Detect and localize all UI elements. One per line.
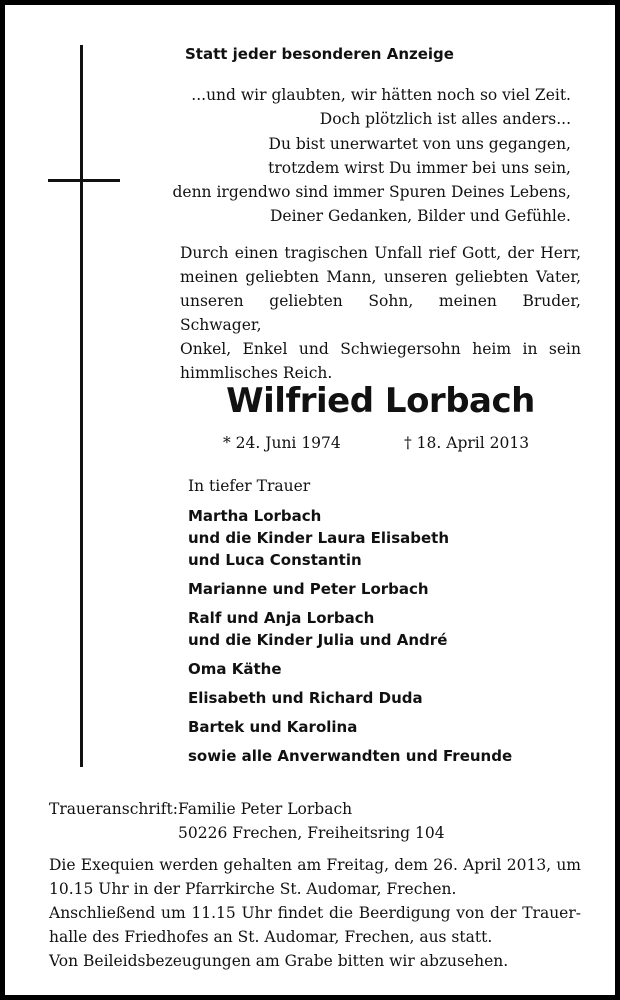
mourner-line: Marianne und Peter Lorbach	[188, 580, 429, 598]
death-date: † 18. April 2013	[404, 434, 530, 452]
announcement-line: Onkel, Enkel und Schwiegersohn heim in sein	[180, 340, 581, 358]
cross-icon-bar	[48, 179, 120, 182]
mourner-line: und Luca Constantin	[188, 551, 362, 569]
exequies-line: halle des Friedhofes an St. Audomar, Frechen, aus statt.	[49, 928, 493, 946]
mourner-line: Oma Käthe	[188, 660, 282, 678]
birth-date: * 24. Juni 1974	[223, 434, 341, 452]
mourner-group	[188, 607, 512, 651]
mourners-list	[188, 505, 512, 774]
mourner-group	[188, 716, 512, 738]
notice-heading: Statt jeder besonderen Anzeige	[185, 45, 454, 63]
address-line-2: 50226 Frechen, Freiheitsring 104	[178, 824, 445, 842]
poem-line: Du bist unerwartet von uns gegangen,	[268, 135, 571, 153]
mourner-line: Bartek und Karolina	[188, 718, 358, 736]
address-line-1: Familie Peter Lorbach	[178, 800, 353, 818]
deceased-name: Wilfried Lorbach	[226, 381, 535, 421]
mourner-line: und die Kinder Julia und André	[188, 631, 448, 649]
mourner-group	[188, 505, 512, 571]
mourner-group	[188, 687, 512, 709]
mourner-line: Elisabeth und Richard Duda	[188, 689, 423, 707]
poem-line: Deiner Gedanken, Bilder und Gefühle.	[269, 207, 571, 225]
poem-line: Doch plötzlich ist alles anders...	[319, 110, 571, 128]
exequies-info	[49, 853, 581, 973]
exequies-line: Von Beileidsbezeugungen am Grabe bitten wir abzusehen.	[49, 952, 509, 970]
poem-line: ...und wir glaubten, wir hätten noch so viel Zeit.	[191, 86, 571, 104]
announcement-line: himmlisches Reich.	[180, 364, 333, 382]
announcement-paragraph	[180, 241, 581, 385]
mourner-line: sowie alle Anverwandten und Freunde	[188, 747, 513, 765]
mourning-intro: In tiefer Trauer	[188, 477, 311, 495]
announcement-line: Durch einen tragischen Unfall rief Gott, der Herr,	[180, 244, 581, 262]
mourner-group	[188, 658, 512, 680]
mourner-line: Martha Lorbach	[188, 507, 322, 525]
poem-stanza-1	[191, 83, 571, 131]
mourner-line: und die Kinder Laura Elisabeth	[188, 529, 450, 547]
exequies-line: Die Exequien werden gehalten am Freitag, dem 26. April 2013, um	[49, 856, 581, 874]
address-label: Traueranschrift:	[49, 800, 178, 818]
exequies-line: Anschließend um 11.15 Uhr findet die Beerdigung von der Trauer-	[49, 904, 581, 922]
mourner-line: Ralf und Anja Lorbach	[188, 609, 375, 627]
poem-line: denn irgendwo sind immer Spuren Deines Lebens,	[172, 183, 571, 201]
mourner-group	[188, 578, 512, 600]
mourner-group	[188, 745, 512, 767]
cross-icon	[80, 45, 83, 767]
poem-line: trotzdem wirst Du immer bei uns sein,	[268, 159, 571, 177]
announcement-line: unseren geliebten Sohn, meinen Bruder, Schwager,	[180, 292, 581, 334]
announcement-line: meinen geliebten Mann, unseren geliebten Vater,	[180, 268, 581, 286]
exequies-line: 10.15 Uhr in der Pfarrkirche St. Audomar, Frechen.	[49, 880, 457, 898]
poem-stanza-2	[172, 132, 571, 228]
